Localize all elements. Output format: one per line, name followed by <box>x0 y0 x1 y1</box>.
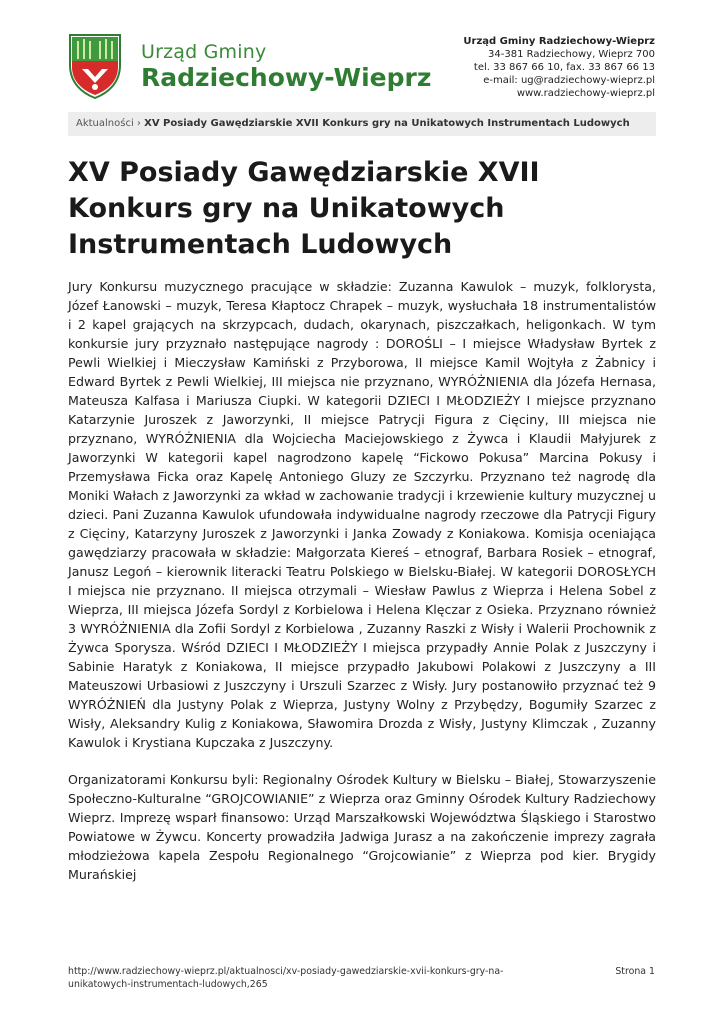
contact-email[interactable]: e-mail: ug@radziechowy-wieprz.pl <box>483 75 655 86</box>
footer-url[interactable]: http://www.radziechowy-wieprz.pl/aktualnosci/xv-posiady-gawedziarskie-xvii-konkurs-gry-na-unikatowych-instrumentach-ludowych,265 <box>68 966 504 990</box>
footer-page-number: Strona 1 <box>615 966 655 977</box>
breadcrumb-parent-link[interactable]: Aktualności <box>76 118 134 129</box>
breadcrumb <box>68 112 656 136</box>
page-title: XV Posiady Gawędziarskie XVII Konkurs gry na Unikatowych Instrumentach Ludowych <box>68 157 540 260</box>
article-body <box>68 277 656 902</box>
contact-website[interactable]: www.radziechowy-wieprz.pl <box>516 88 655 99</box>
logo-line-2: Radziechowy-Wieprz <box>141 63 432 92</box>
contact-block <box>463 35 655 100</box>
breadcrumb-current: XV Posiady Gawędziarskie XVII Konkurs gry na Unikatowych Instrumentach Ludowych <box>144 118 630 129</box>
article-paragraph: Organizatorami Konkursu byli: Regionalny Ośrodek Kultury w Bielsku – Białej, Stowarzyszenie Społeczno-Kulturalne “GROJCOWIANIE” z Wieprza oraz Gminny Ośrodek Kultury Radziechowy Wieprz. Imprezę wsparł finansowo: Urząd Marszałkowski Województwa Śląskiego i Starostwo Powiatowe w Żywcu. Koncerty prowadziła Jadwiga Jurasz a na zakończenie imprezy zagrała młodzieżowa kapela Zespołu Regionalnego “Grojcowianie” z Wieprza pod kier. Brygidy Murańskiej <box>68 772 656 882</box>
logo-line-1: Urząd Gminy <box>141 41 267 63</box>
contact-phone: tel. 33 867 66 10, fax. 33 867 66 13 <box>473 62 655 73</box>
site-logo[interactable] <box>68 33 432 101</box>
breadcrumb-separator: › <box>133 118 145 129</box>
contact-address: 34-381 Radziechowy, Wieprz 700 <box>488 49 655 60</box>
coat-of-arms-icon <box>68 33 122 99</box>
contact-org-name: Urząd Gminy Radziechowy-Wieprz <box>463 36 655 47</box>
article-paragraph: Jury Konkursu muzycznego pracujące w składzie: Zuzanna Kawulok – muzyk, folklorysta, Józef Łanowski – muzyk, Teresa Kłaptocz Chrapek – muzyk, wysłuchała 18 instrumentalistów i 2 kapel grających na skrzypcach, dudach, okarynach, piszczałkach, heligonkach. W tym konkursie jury przyznało następujące nagrody : DOROŚLI – I miejsce Władysław Byrtek z Pewli Wielkiej i Mieczysław Kamiński z Przyborowa, II miejsce Kamil Wojtyła z Żabnicy i Edward Byrtek z Pewli Wielkiej, III miejsca nie przyznano, WYRÓŻNIENIA dla Józefa Hernasa, Mateusza Kalfasa i Mariusza Ciupki. W kategorii DZIECI I MŁODZIEŻY I miejsce przyznano Katarzynie Juroszek z Jaworzynki, II miejsce Patrycji Figura z Cięciny, III miejsca nie przyznano, WYRÓŻNIENIA dla Wojciecha Maciejowskiego z Żywca i Klaudii Małyjurek z Jaworzynki W kategorii kapel nagrodzono kapelę “Fickowo Pokusa” Marcina Pokusy i Przemysława Ficka oraz Kapelę Antoniego Gluzy ze Szczyrku. Przyznano też nagrodę dla Moniki Wałach z Jaworzynki za wkład w zachowanie tradycji i krzewienie kultury muzycznej u dzieci. Pani Zuzanna Kawulok ufundowała indywidualne nagrody rzeczowe dla Patrycji Figury z Cięciny, Katarzyny Juroszek z Jaworzynki i Janka Zowady z Koniakowa. Komisja oceniająca gawędziarzy pracowała w składzie: Małgorzata Kiereś – etnograf, Barbara Rosiek – etnograf, Janusz Legoń – kierownik literacki Teatru Polskiego w Bielsku-Białej. W kategorii DOROSŁYCH I miejsca nie przyznano. II miejsca otrzymali – Wiesław Pawlus z Wieprza i Helena Sobel z Wieprza, III miejsca Józefa Sordyl z Korbielowa i Helena Klęczar z Osieka. Przyznano również 3 WYRÓŻNIENIA dla Zofii Sordyl z Korbielowa , Zuzanny Raszki z Wisły i Walerii Prochownik z Żywca Sporysza. Wśród DZIECI I MŁODZIEŻY I miejsca przypadły Annie Polak z Juszczyny i Sabinie Haratyk z Koniakowa, II miejsce przypadło Jakubowi Polakowi z Juszczyny a III Mateuszowi Urbasiowi z Juszczyny i Urszuli Szarzec z Wisły. Jury postanowiło przyznać też 9 WYRÓŻNIEŃ dla Justyny Polak z Wieprza, Justyny Wolny z Przybędzy, Bogumiły Szarzec z Wisły, Aleksandry Kulig z Koniakowa, Sławomira Drozda z Wisły, Justyny Klimczak , Zuzanny Kawulok i Krystiana Kupczaka z Juszczyny. <box>68 279 656 750</box>
